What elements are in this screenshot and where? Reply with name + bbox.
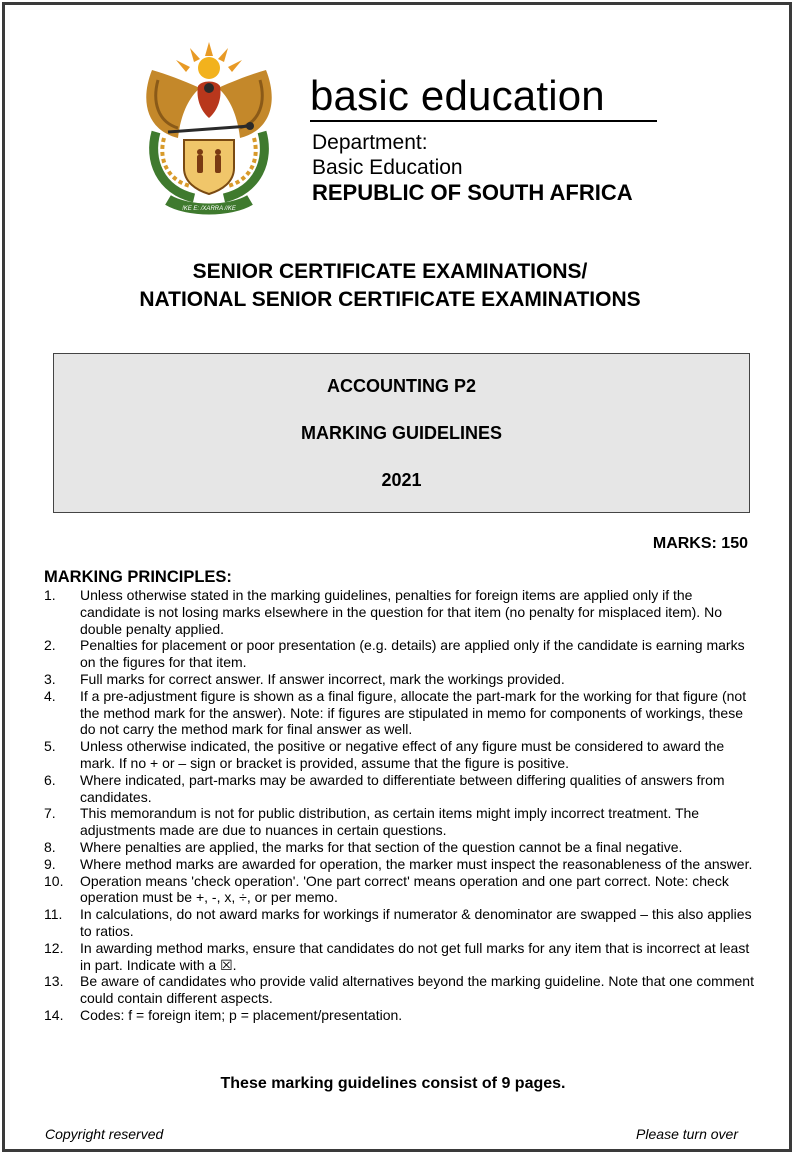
principle-text: Where method marks are awarded for operation, the marker must inspect the reasonableness of the answer. <box>80 855 753 872</box>
principle-item <box>44 805 754 839</box>
crest-motto: !KE E: /XARRA //KE <box>182 206 236 212</box>
principle-text: If a pre-adjustment figure is shown as a final figure, allocate the part-mark for the working for that figure (not the method mark for the answer). Note: if figures are stipulated in memo for components of workings, these do not carry the method mark for final answer as well. <box>80 687 747 738</box>
principle-item <box>44 973 754 1007</box>
principle-text: This memorandum is not for public distribution, as certain items might imply incorrect treatment. The adjustments made are due to nuances in certain questions. <box>80 805 700 839</box>
principle-text: Where penalties are applied, the marks for that section of the question cannot be a final negative. <box>80 838 683 855</box>
principle-text: Operation means 'check operation'. 'One part correct' means operation and one part correct. Note: check operation must be +, -, x, ÷, or per memo. <box>80 872 729 906</box>
principle-number: 4. <box>44 687 56 704</box>
principle-number: 10. <box>44 872 64 889</box>
principle-number: 1. <box>44 587 56 603</box>
brand-wordmark: basic education <box>310 72 605 119</box>
principle-item <box>44 772 754 806</box>
principle-item <box>44 587 754 637</box>
principle-text: Penalties for placement or poor presentation (e.g. details) are applied only if the candidate is earning marks on the figures for that item. <box>80 637 745 671</box>
principle-item <box>44 637 754 671</box>
title-box <box>53 353 750 513</box>
principle-item <box>44 940 754 974</box>
principle-text: Full marks for correct answer. If answer incorrect, mark the workings provided. <box>80 670 565 687</box>
principles-list <box>44 587 754 1024</box>
principle-item <box>44 856 754 873</box>
document-type: MARKING GUIDELINES <box>300 423 502 443</box>
principle-text: Codes: f = foreign item; p = placement/presentation. <box>80 1006 403 1023</box>
principle-number: 13. <box>44 973 64 990</box>
exam-year: 2021 <box>381 470 422 490</box>
principles-heading: MARKING PRINCIPLES: <box>44 568 232 586</box>
principle-item <box>44 738 754 772</box>
principle-item <box>44 906 754 940</box>
principle-item <box>44 688 754 738</box>
principle-number: 12. <box>44 939 64 956</box>
exam-title <box>40 258 740 314</box>
exam-title-line2: NATIONAL SENIOR CERTIFICATE EXAMINATIONS <box>139 288 641 311</box>
department-label: Department: <box>312 131 428 154</box>
country-name: REPUBLIC OF SOUTH AFRICA <box>312 180 633 205</box>
department-block <box>312 130 633 205</box>
principle-text: Be aware of candidates who provide valid alternatives beyond the marking guideline. Note that one comment could contain different aspects. <box>80 973 754 1007</box>
brand-divider <box>310 120 657 122</box>
principle-item <box>44 1007 754 1024</box>
footer-turn-over: Please turn over <box>636 1126 738 1142</box>
pages-note: These marking guidelines consist of 9 pages. <box>220 1075 566 1092</box>
principle-item <box>44 873 754 907</box>
footer-copyright: Copyright reserved <box>45 1126 164 1142</box>
coat-of-arms-logo <box>138 40 280 216</box>
principle-number: 2. <box>44 637 56 654</box>
principle-item <box>44 671 754 688</box>
principle-number: 9. <box>44 855 56 872</box>
principle-item <box>44 839 754 856</box>
principle-text: In calculations, do not award marks for workings if numerator & denominator are swapped – this also applies to ratios. <box>80 906 752 939</box>
total-marks: MARKS: 150 <box>652 535 748 552</box>
principle-text: Where indicated, part-marks may be awarded to differentiate between differing qualities of answers from candidates. <box>80 771 725 805</box>
principle-text: Unless otherwise stated in the marking guidelines, penalties for foreign items are applied only if the candidate is not losing marks elsewhere in the question for that item (no penalty for misplaced item). No double penalty applied. <box>80 587 722 637</box>
principle-number: 3. <box>44 670 56 687</box>
department-name: Basic Education <box>312 156 463 179</box>
principle-number: 7. <box>44 805 56 822</box>
principle-number: 8. <box>44 838 56 855</box>
principle-number: 11. <box>44 906 63 923</box>
subject-title: ACCOUNTING P2 <box>326 376 476 396</box>
principle-number: 6. <box>44 771 56 788</box>
principle-text: In awarding method marks, ensure that candidates do not get full marks for any item that is incorrect at least in part. Indicate with a ☒. <box>80 939 750 973</box>
principle-number: 14. <box>44 1006 64 1023</box>
principle-number: 5. <box>44 738 56 755</box>
exam-title-line1: SENIOR CERTIFICATE EXAMINATIONS/ <box>192 260 588 283</box>
principle-text: Unless otherwise indicated, the positive or negative effect of any figure must be considered to award the mark. If no + or – sign or bracket is provided, assume that the figure is positive. <box>80 738 725 771</box>
